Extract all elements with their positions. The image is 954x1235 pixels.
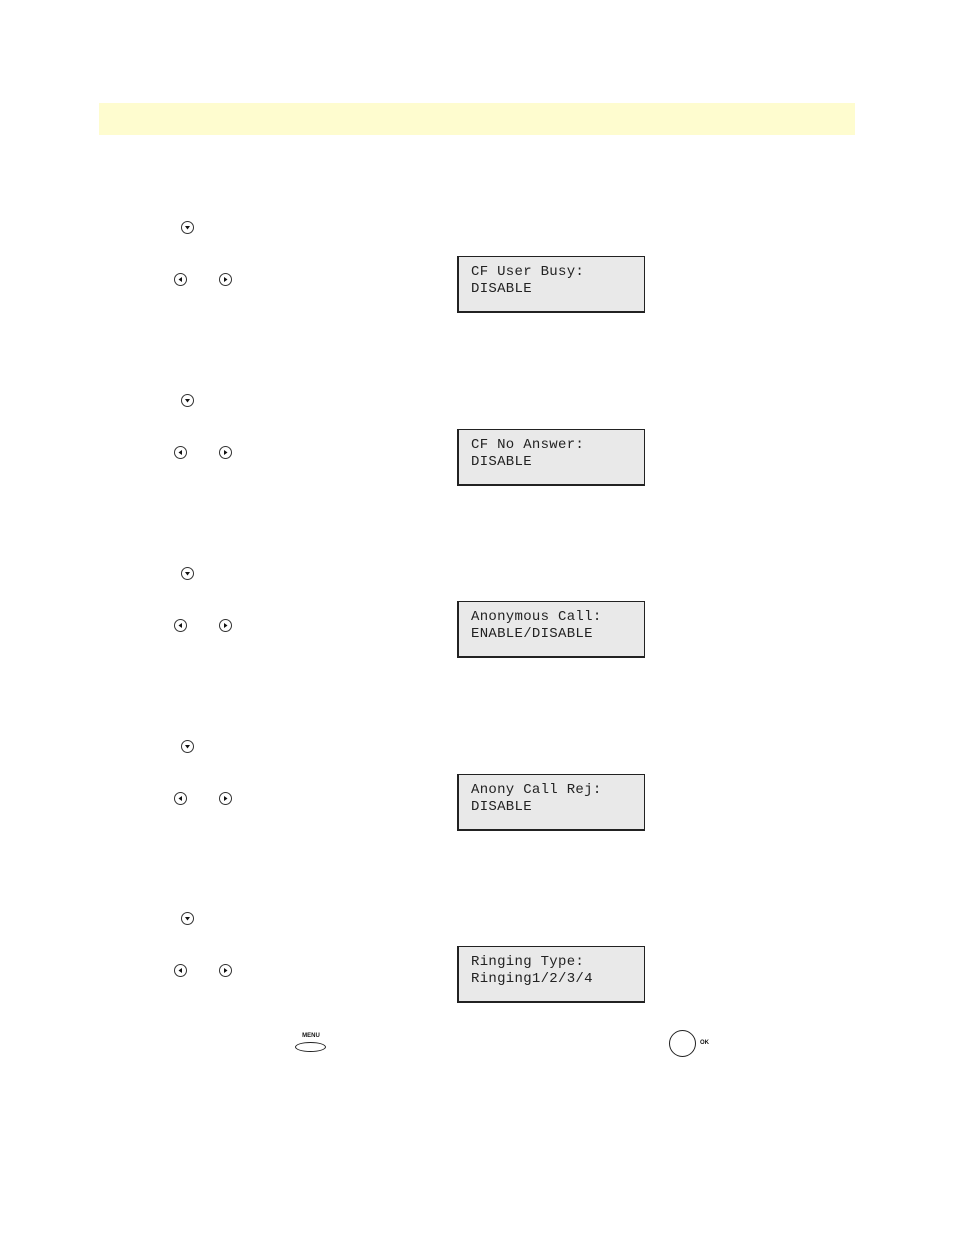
ok-key-circle — [669, 1030, 696, 1057]
down-arrow-icon — [181, 221, 194, 234]
lcd-line-1: Anony Call Rej: — [471, 782, 602, 798]
left-arrow-icon — [174, 792, 187, 805]
lcd-line-1: CF User Busy: — [471, 264, 585, 280]
right-arrow-icon — [219, 619, 232, 632]
menu-key-oval — [295, 1042, 326, 1052]
menu-key-label: MENU — [302, 1033, 320, 1039]
lcd-screen-cf-user-busy — [457, 256, 645, 313]
lcd-line-2: DISABLE — [471, 281, 532, 297]
left-arrow-icon — [174, 964, 187, 977]
ok-key-icon — [669, 1030, 714, 1058]
menu-key-icon — [294, 1033, 328, 1055]
down-arrow-icon — [181, 912, 194, 925]
right-arrow-icon — [219, 964, 232, 977]
lcd-line-2: DISABLE — [471, 799, 532, 815]
down-arrow-icon — [181, 567, 194, 580]
left-arrow-icon — [174, 273, 187, 286]
lcd-screen-cf-no-answer — [457, 429, 645, 486]
down-arrow-icon — [181, 740, 194, 753]
lcd-line-1: Ringing Type: — [471, 954, 585, 970]
down-arrow-icon — [181, 394, 194, 407]
lcd-screen-ringing-type — [457, 946, 645, 1003]
right-arrow-icon — [219, 273, 232, 286]
lcd-screen-anonymous-call — [457, 601, 645, 658]
ok-key-label: OK — [700, 1040, 709, 1046]
lcd-line-2: ENABLE/DISABLE — [471, 626, 593, 642]
lcd-screen-anony-call-rej — [457, 774, 645, 831]
lcd-line-1: CF No Answer: — [471, 437, 585, 453]
lcd-line-2: Ringing1/2/3/4 — [471, 971, 593, 987]
right-arrow-icon — [219, 446, 232, 459]
right-arrow-icon — [219, 792, 232, 805]
left-arrow-icon — [174, 619, 187, 632]
lcd-line-1: Anonymous Call: — [471, 609, 602, 625]
header-band — [99, 103, 855, 135]
lcd-line-2: DISABLE — [471, 454, 532, 470]
left-arrow-icon — [174, 446, 187, 459]
